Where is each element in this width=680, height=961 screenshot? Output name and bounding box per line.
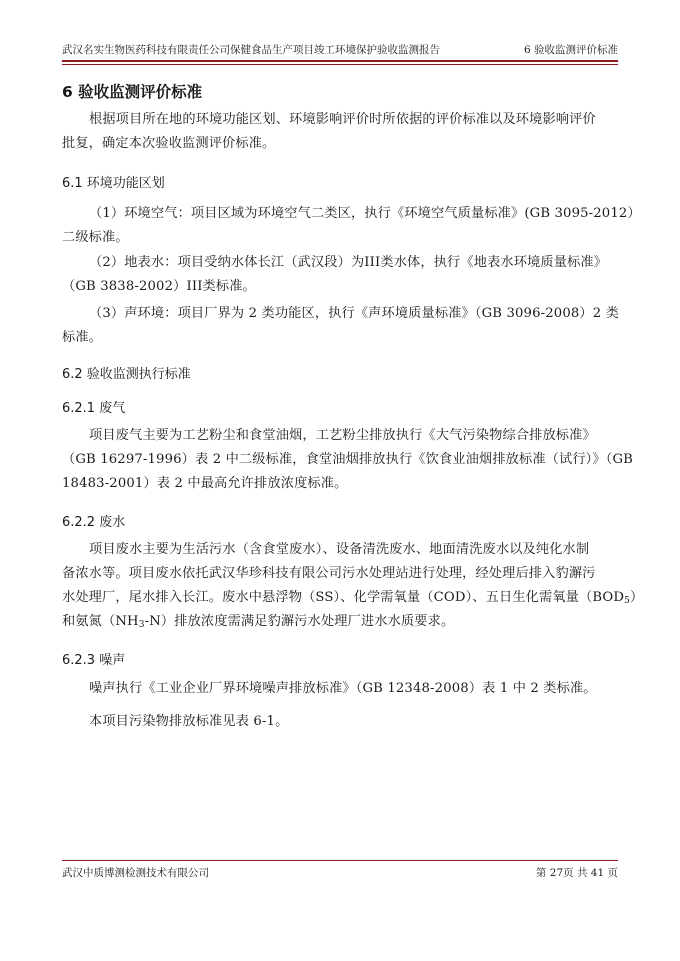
noise-line: 噪声执行《工业企业厂界环境噪声排放标准》（GB 12348-2008）表 1 中 2 类标准。	[89, 681, 597, 696]
wastewater-line	[62, 610, 618, 634]
heading-6-2: 6.2 验收监测执行标准	[62, 367, 191, 382]
footer-rule	[62, 860, 618, 861]
bod-subscript: 5	[624, 596, 631, 606]
heading-6-1: 6.1 环境功能区划	[62, 176, 165, 191]
intro-line: 批复，确定本次验收监测评价标准。	[62, 136, 276, 151]
acoustic-line: （3）声环境：项目厂界为 2 类功能区，执行《声环境质量标准》（GB 3096-2008）2 类	[89, 306, 619, 321]
header-rule-thin	[62, 64, 618, 65]
intro-line: 根据项目所在地的环境功能区划、环境影响评价时所依据的评价标准以及环境影响评价	[89, 112, 596, 127]
wastewater-line-text: 水处理厂，尾水排入长江。废水中悬浮物（SS）、化学需氧量（COD）、五日生化需氧量（BOD	[62, 590, 625, 605]
wastewater-line-end: ）	[630, 590, 644, 605]
water-line: （2）地表水：项目受纳水体长江（武汉段）为III类水体，执行《地表水环境质量标准》	[89, 255, 608, 270]
ammonia-text: 和氨氮（NH	[62, 614, 139, 629]
section-title: 6 验收监测评价标准	[62, 83, 203, 101]
wastewater-line: 备浓水等。项目废水依托武汉华珍科技有限公司污水处理站进行处理，经处理后排入豹澥污	[62, 566, 596, 581]
water-line: （GB 3838-2002）III类标准。	[62, 279, 256, 294]
gas-line: （GB 16297-1996）表 2 中二级标准，食堂油烟排放执行《饮食业油烟排放标准（试行）》（GB	[62, 452, 634, 467]
air-line: 二级标准。	[62, 230, 129, 245]
page-number: 第 27页 共 41 页	[535, 867, 618, 879]
surface-water-paragraph	[62, 251, 618, 299]
heading-6-2-2: 6.2.2 废水	[62, 515, 126, 530]
acoustic-paragraph	[62, 302, 618, 350]
noise-line: 本项目污染物排放标准见表 6-1。	[89, 714, 289, 729]
footer-company: 武汉中质博测检测技术有限公司	[62, 867, 209, 879]
page-header	[62, 43, 618, 57]
header-chapter: 6 验收监测评价标准	[523, 44, 618, 56]
heading-6-2-3: 6.2.3 噪声	[62, 653, 126, 668]
air-line: （1）环境空气：项目区域为环境空气二类区，执行《环境空气质量标准》(GB 3095-2012）	[89, 206, 641, 221]
wastewater-paragraph	[62, 538, 644, 634]
intro-paragraph	[62, 108, 618, 156]
exhaust-gas-paragraph	[62, 424, 634, 496]
acoustic-line: 标准。	[62, 330, 103, 345]
noise-paragraph	[62, 677, 618, 734]
header-report-title: 武汉名实生物医药科技有限责任公司保健食品生产项目竣工环境保护验收监测报告	[62, 44, 440, 56]
wastewater-line	[62, 586, 644, 610]
wastewater-line: 项目废水主要为生活污水（含食堂废水）、设备清洗废水、地面清洗废水以及纯化水制	[89, 542, 590, 557]
nh-subscript: 3	[138, 620, 145, 630]
gas-line: 18483-2001）表 2 中最高允许排放浓度标准。	[62, 476, 348, 491]
air-paragraph	[62, 202, 641, 250]
page-footer	[62, 866, 618, 880]
heading-6-2-1: 6.2.1 废气	[62, 401, 126, 416]
gas-line: 项目废气主要为工艺粉尘和食堂油烟，工艺粉尘排放执行《大气污染物综合排放标准》	[89, 428, 596, 443]
ammonia-text-end: -N）排放浓度需满足豹澥污水处理厂进水水质要求。	[144, 614, 455, 629]
header-rule	[62, 60, 618, 62]
